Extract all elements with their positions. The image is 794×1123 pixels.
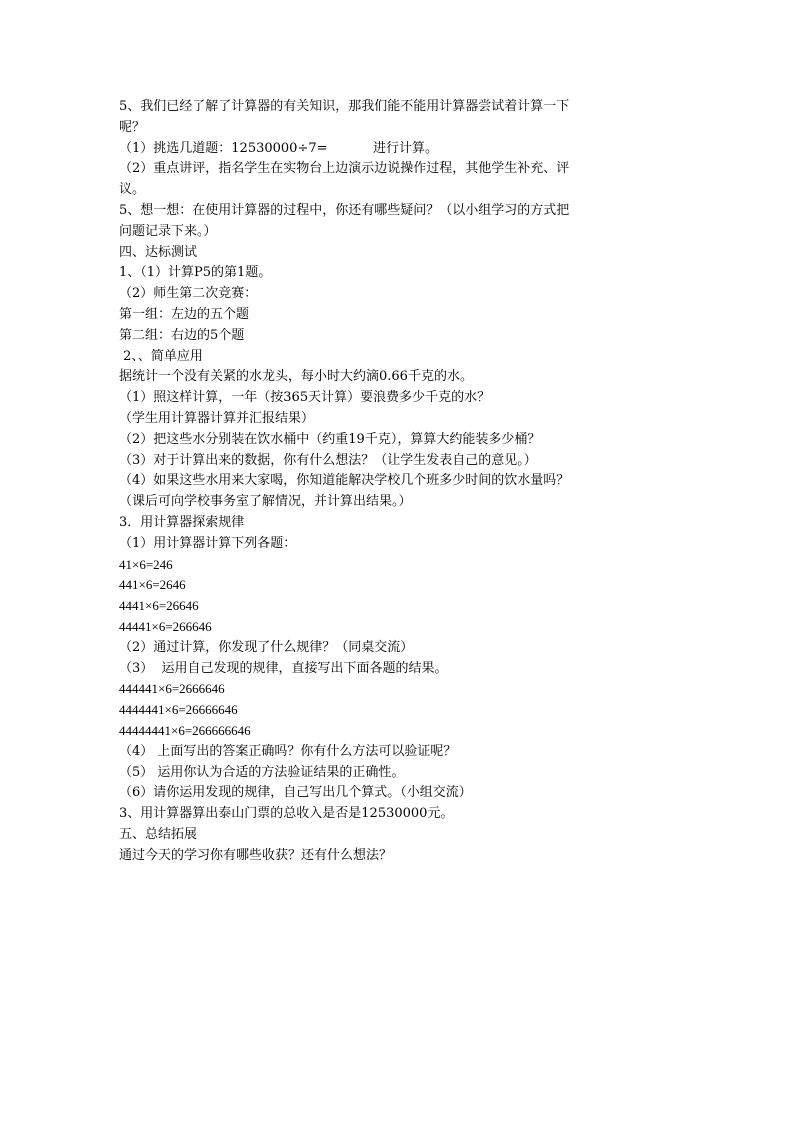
text-line: （课后可向学校事务室了解情况，并计算出结果。） [119, 494, 412, 510]
equation-line: 44441×6=266646 [119, 618, 212, 634]
text-line: （2）重点讲评，指名学生在实物台上边演示边说操作过程，其他学生补充、评 [119, 161, 570, 177]
text-line: （1）挑选几道题：12530000÷7= 进行计算。 [119, 140, 438, 156]
equation-line: 41×6=246 [119, 556, 173, 572]
text-line: 第二组：右边的5个题 [119, 327, 245, 343]
text-line: 据统计一个没有关紧的水龙头，每小时大约滴0.66千克的水。 [119, 369, 473, 385]
text-line: （2）师生第二次竞赛： [119, 286, 258, 302]
text-line: （5） 运用你认为合适的方法验证结果的正确性。 [119, 764, 405, 780]
section-heading: 五、总结拓展 [119, 826, 198, 842]
subsection-heading: 3．用计算器探索规律 [119, 514, 245, 530]
text-line: 5、想一想：在使用计算器的过程中，你还有哪些疑问？（以小组学习的方式把 [119, 202, 570, 218]
equation-line: 4444441×6=26666646 [119, 702, 238, 718]
text-line: 第一组：左边的五个题 [119, 306, 250, 322]
text-line: （6）请你运用发现的规律，自己写出几个算式。（小组交流） [119, 785, 472, 801]
text-line: 问题记录下来。） [119, 223, 217, 239]
text-line: （3）对于计算出来的数据，你有什么想法？（让学生发表自己的意见。） [119, 452, 537, 468]
text-line: （3） 运用自己发现的规律，直接写出下面各题的结果。 [119, 660, 448, 676]
equation-line: 44444441×6=266666646 [119, 722, 251, 738]
document-body [119, 97, 681, 866]
text-line: （1）用计算器计算下列各题： [119, 535, 297, 551]
text-line: （学生用计算器计算并汇报结果） [119, 410, 315, 426]
text-line: （1）照这样计算，一年（按365天计算）要浪费多少千克的水？ [119, 390, 491, 406]
equation-line: 4441×6=26646 [119, 598, 199, 614]
text-line: （2）通过计算，你发现了什么规律？（同桌交流） [119, 639, 414, 655]
text-line: （4） 上面写出的答案正确吗？你有什么方法可以验证呢？ [119, 743, 457, 759]
equation-line: 444441×6=2666646 [119, 681, 225, 697]
section-heading: 四、达标测试 [119, 244, 198, 260]
text-line: （4）如果这些水用来大家喝，你知道能解决学校几个班多少时间的饮水量吗？ [119, 473, 570, 489]
text-line: 议。 [119, 182, 146, 198]
text-line: 呢？ [119, 119, 146, 135]
text-line: （2）把这些水分别装在饮水桶中（约重19千克），算算大约能装多少桶？ [119, 431, 541, 447]
text-line: 5、我们已经了解了计算器的有关知识，那我们能不能用计算器尝试着计算一下 [119, 99, 570, 114]
text-line: 1、（1）计算P5的第1题。 [119, 265, 272, 281]
text-line: 通过今天的学习你有哪些收获？还有什么想法？ [119, 847, 393, 863]
subsection-heading: 2、、简单应用 [119, 348, 203, 364]
equation-line: 441×6=2646 [119, 577, 186, 593]
text-line: 3、用计算器算出泰山门票的总收入是否是12530000元。 [119, 806, 454, 822]
